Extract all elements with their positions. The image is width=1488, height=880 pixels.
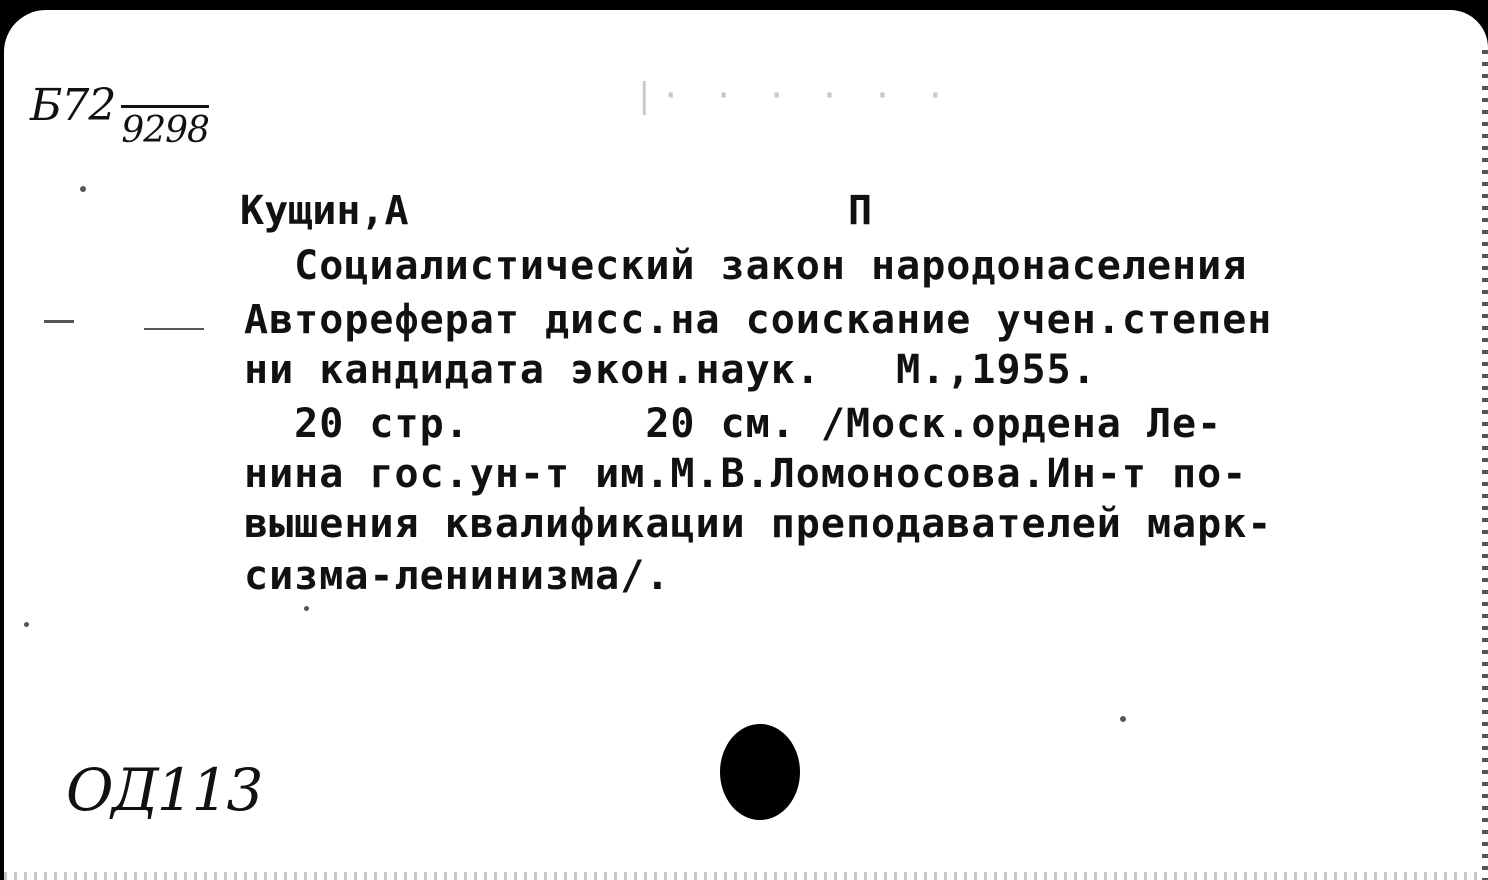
body-line: сизма-ленинизма/. xyxy=(244,553,671,599)
speck xyxy=(144,328,204,330)
speck xyxy=(24,622,29,627)
speck xyxy=(80,186,86,192)
right-edge-texture xyxy=(1482,50,1488,880)
speck xyxy=(304,606,309,611)
faded-marking: |​· · · · · · xyxy=(634,76,952,116)
speck xyxy=(1120,716,1126,722)
body-line: нина гос.ун-т им.М.В.Ломоносова.Ин-т по- xyxy=(244,451,1248,497)
inventory-number: ОД113 xyxy=(66,756,262,824)
shelfmark-prefix: Б72 xyxy=(30,80,116,131)
punch-hole xyxy=(720,724,800,820)
shelfmark-number: 9298 xyxy=(121,105,209,151)
author-index-letter: П xyxy=(848,188,873,234)
catalog-card xyxy=(4,10,1488,880)
body-line: вышения квалификации преподавателей марк- xyxy=(244,501,1273,547)
body-line: Автореферат дисс.на соискание учен.степен xyxy=(244,297,1273,343)
shelfmark xyxy=(30,80,209,151)
author-name: Кущин,А xyxy=(240,188,409,234)
body-line: ни кандидата экон.наук. М.,1955. xyxy=(244,347,1097,393)
bottom-edge-texture xyxy=(4,872,1488,880)
body-line: Социалистический закон народонаселения xyxy=(244,243,1248,289)
body-line: 20 стр. 20 см. /Моск.ордена Ле- xyxy=(244,401,1223,447)
speck xyxy=(44,320,74,323)
